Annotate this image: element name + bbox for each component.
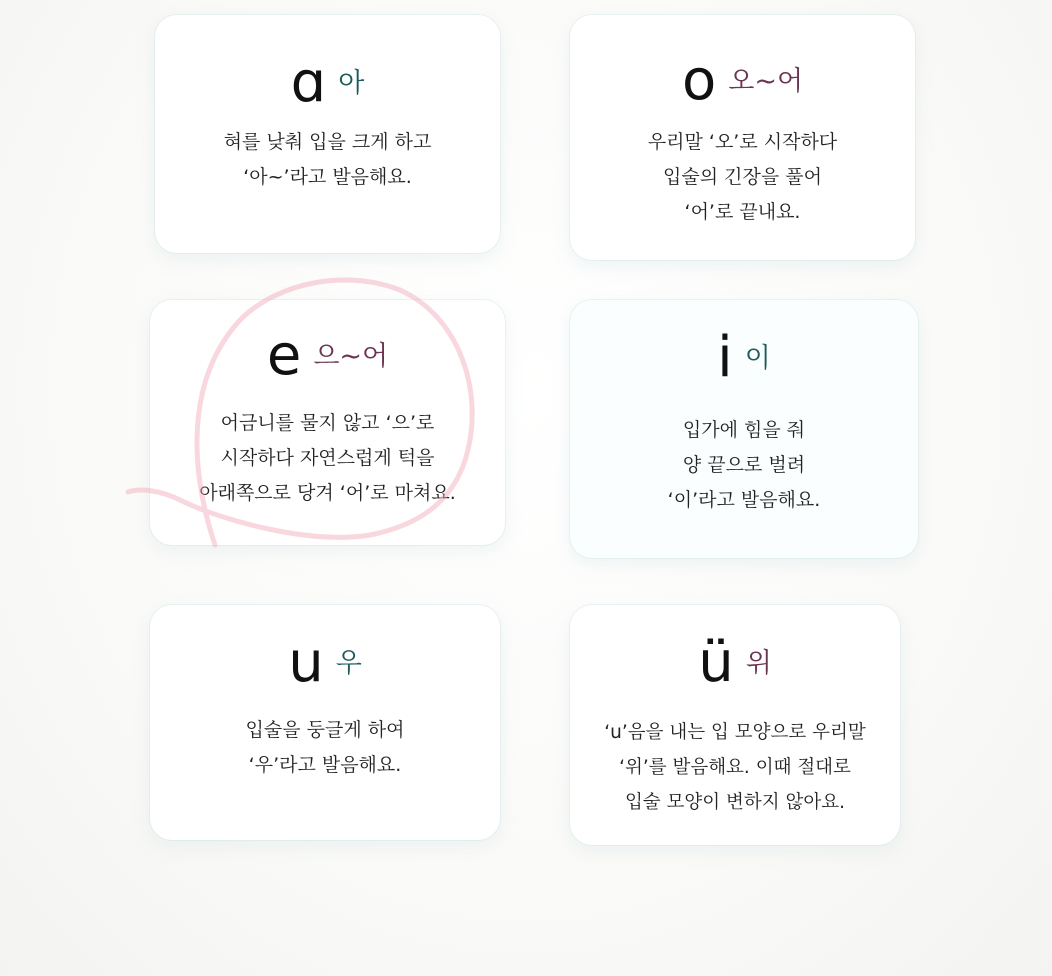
korean-sound: 으~어	[313, 340, 389, 372]
vowel-card-header	[150, 323, 505, 388]
pinyin-letter: ü	[698, 630, 734, 695]
vowel-card-header	[155, 50, 500, 115]
vowel-card-header	[150, 630, 500, 695]
pinyin-letter: ɑ	[290, 50, 327, 115]
vowel-card-u-umlaut	[570, 605, 900, 845]
description-line: ‘우’라고 발음해요.	[248, 754, 402, 776]
korean-sound: 오~어	[728, 65, 804, 97]
pronunciation-description	[155, 125, 500, 195]
pinyin-letter: o	[681, 48, 717, 113]
korean-sound: 우	[335, 647, 362, 679]
vowel-card-e	[150, 300, 505, 545]
pronunciation-description	[570, 125, 915, 230]
description-line: 어금니를 물지 않고 ‘으’로	[220, 412, 435, 434]
description-line: ‘어’로 끝내요.	[684, 201, 801, 223]
korean-sound: 아	[338, 67, 365, 99]
description-line: 시작하다 자연스럽게 턱을	[220, 447, 435, 469]
pronunciation-description	[150, 406, 505, 511]
description-line: 우리말 ‘오’로 시작하다	[647, 131, 838, 153]
description-line: ‘이’라고 발음해요.	[667, 489, 821, 511]
description-line: 양 끝으로 벌려	[682, 454, 806, 476]
vowel-card-header	[570, 325, 918, 390]
description-line: ‘u’음을 내는 입 모양으로 우리말	[604, 722, 866, 743]
description-line: 입술 모양이 변하지 않아요.	[624, 792, 846, 813]
description-line: 입술의 긴장을 풀어	[663, 166, 822, 188]
description-line: 입가에 힘을 줘	[682, 419, 806, 441]
vowel-card-header	[570, 48, 915, 113]
pinyin-letter: e	[266, 323, 302, 388]
description-line: 혀를 낮춰 입을 크게 하고	[223, 131, 432, 153]
description-line: ‘아~’라고 발음해요.	[243, 166, 412, 188]
vowel-card-header	[570, 630, 900, 695]
pinyin-letter: u	[288, 630, 324, 695]
vowel-card-i	[570, 300, 918, 558]
pronunciation-description	[570, 413, 918, 518]
description-line: 아래쪽으로 당겨 ‘어’로 마쳐요.	[199, 482, 456, 504]
pronunciation-description	[570, 715, 900, 820]
description-line: 입술을 둥글게 하여	[245, 719, 405, 741]
vowel-card-a	[155, 15, 500, 253]
description-line: ‘위’를 발음해요. 이때 절대로	[619, 757, 851, 778]
korean-sound: 이	[744, 342, 771, 374]
vowel-card-u	[150, 605, 500, 840]
vowel-card-o	[570, 15, 915, 260]
pinyin-letter: i	[717, 325, 733, 390]
pronunciation-description	[150, 713, 500, 783]
korean-sound: 위	[745, 647, 772, 679]
